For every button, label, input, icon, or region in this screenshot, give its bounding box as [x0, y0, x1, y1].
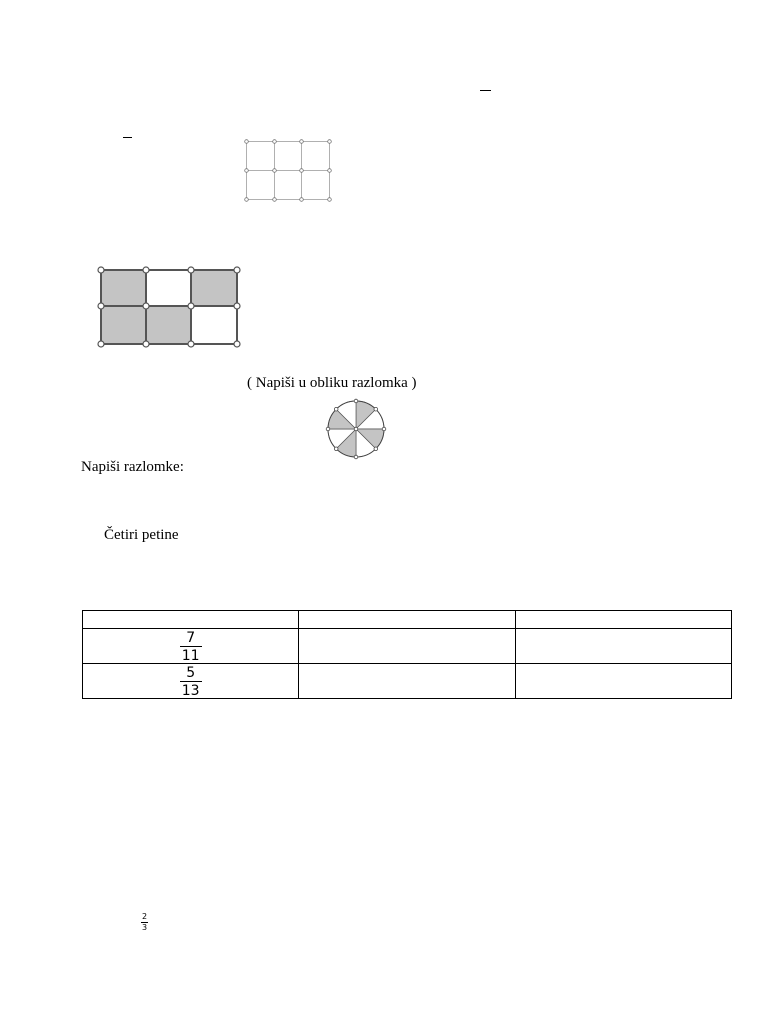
circle-vertex-dot — [382, 427, 386, 431]
grid-cell-empty — [191, 306, 237, 344]
circle-vertex-dot — [334, 407, 338, 411]
table-cell-fraction — [83, 629, 299, 664]
grid-cell-empty — [146, 270, 191, 306]
table-cell — [515, 664, 731, 699]
bottom-fraction — [141, 913, 148, 932]
instruction-write-fractions: Napiši razlomke: — [81, 459, 184, 475]
empty-grid-figure — [244, 139, 334, 203]
grid-cell-shaded — [146, 306, 191, 344]
table-row — [83, 629, 732, 664]
circle-vertex-dot — [334, 447, 338, 451]
grid-cell-shaded — [191, 270, 237, 306]
fraction-denominator: 11 — [181, 648, 200, 664]
table-cell — [299, 664, 515, 699]
shaded-grid-figure — [97, 266, 243, 348]
table-cell-fraction — [83, 664, 299, 699]
table-cell — [515, 611, 731, 629]
circle-vertex-dot — [354, 399, 358, 403]
fraction-denominator: 13 — [181, 683, 200, 699]
fraction-numerator: 7 — [186, 630, 196, 646]
blank-dash-top — [480, 90, 491, 91]
instruction-write-as-fraction: ( Napiši u obliku razlomka ) — [247, 375, 417, 391]
table-cell — [299, 611, 515, 629]
words-four-fifths: Četiri petine — [104, 527, 179, 543]
table-cell — [515, 629, 731, 664]
fraction — [180, 631, 202, 663]
blank-dash-left — [123, 137, 132, 138]
divided-circle-figure — [325, 398, 387, 460]
grid-cell-shaded — [101, 306, 146, 344]
circle-center-dot — [354, 427, 358, 431]
circle-vertex-dot — [326, 427, 330, 431]
fraction-numerator: 2 — [141, 912, 148, 921]
circle-vertex-dot — [374, 447, 378, 451]
fraction-denominator: 3 — [141, 923, 148, 932]
table-header-row — [83, 611, 732, 629]
grid-cell-shaded — [101, 270, 146, 306]
table-cell — [83, 611, 299, 629]
table-row — [83, 664, 732, 699]
table-cell — [299, 629, 515, 664]
circle-vertex-dot — [354, 455, 358, 459]
circle-vertex-dot — [374, 407, 378, 411]
fraction-numerator: 5 — [186, 665, 196, 681]
fractions-table — [82, 610, 732, 699]
fraction — [180, 666, 202, 698]
